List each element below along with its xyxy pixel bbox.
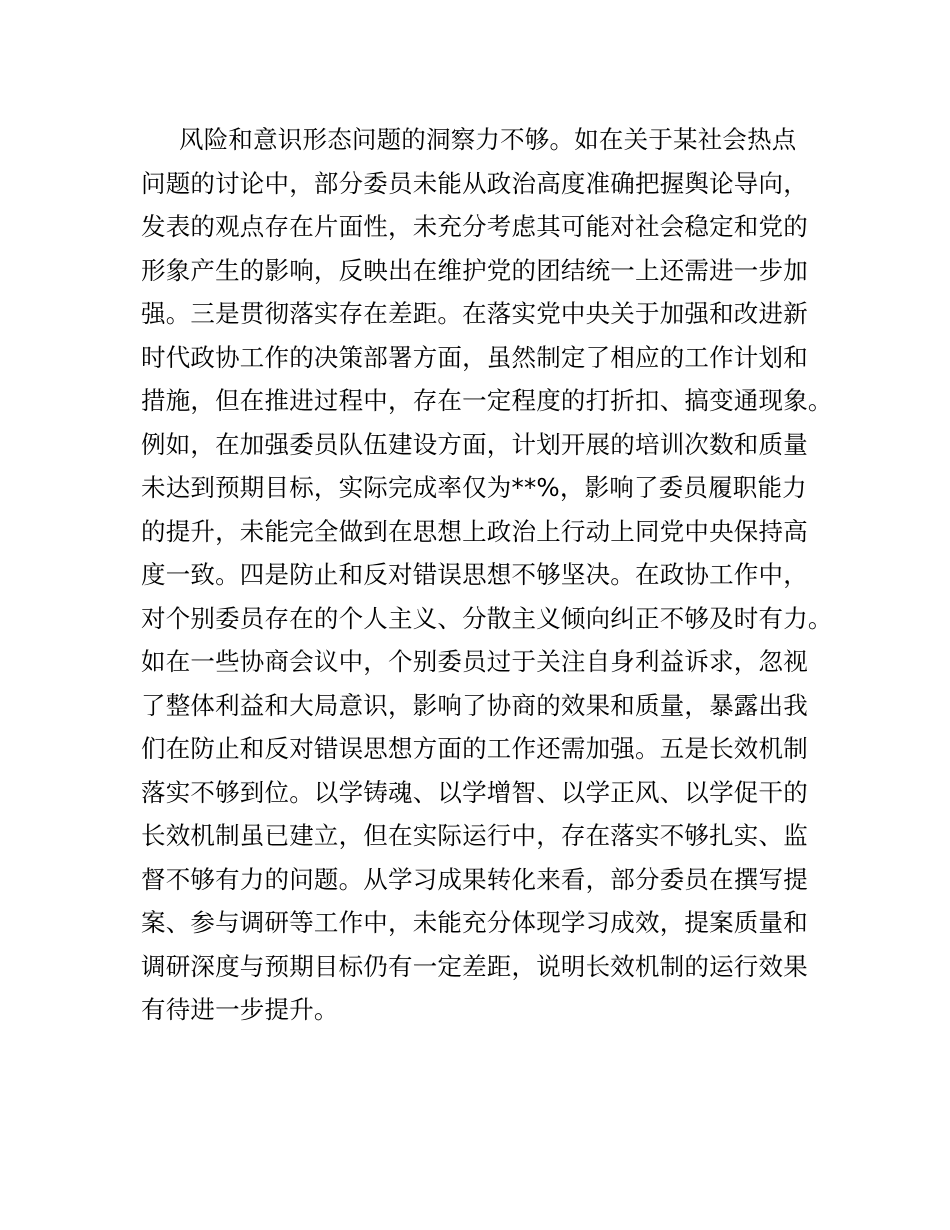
text-line: 的提升，未能完全做到在思想上政治上行动上同党中央保持高: [141, 516, 808, 546]
text-line: 有待进一步提升。: [141, 995, 339, 1024]
text-line: 形象产生的影响，反映出在维护党的团结统一上还需进一步加: [141, 255, 808, 285]
text-line: 对个别委员存在的个人主义、分散主义倾向纠正不够及时有力。: [141, 603, 833, 633]
text-line: 如在一些协商会议中，个别委员过于关注自身利益诉求，忽视: [141, 647, 808, 676]
text-line: 长效机制虽已建立，但在实际运行中，存在落实不够扎实、监: [141, 821, 808, 850]
text-line: 度一致。四是防止和反对错误思想不够坚决。在政协工作中，: [141, 560, 808, 589]
text-line: 时代政协工作的决策部署方面，虽然制定了相应的工作计划和: [141, 342, 808, 372]
text-line: 问题的讨论中，部分委员未能从政治高度准确把握舆论导向，: [141, 168, 808, 198]
body-paragraph: [141, 118, 841, 1032]
text-line: 督不够有力的问题。从学习成果转化来看，部分委员在撰写提: [141, 864, 808, 894]
text-line: 调研深度与预期目标仍有一定差距，说明长效机制的运行效果: [141, 951, 808, 981]
text-line: 例如，在加强委员队伍建设方面，计划开展的培训次数和质量: [141, 429, 808, 459]
text-line: 们在防止和反对错误思想方面的工作还需加强。五是长效机制: [141, 734, 808, 763]
text-line: 了整体利益和大局意识，影响了协商的效果和质量，暴露出我: [141, 690, 808, 720]
text-line: 措施，但在推进过程中，存在一定程度的打折扣、搞变通现象。: [141, 386, 833, 415]
text-line: 案、参与调研等工作中，未能充分体现学习成效，提案质量和: [141, 908, 808, 937]
text-line: 强。三是贯彻落实存在差距。在落实党中央关于加强和改进新: [141, 299, 808, 328]
text-line: 发表的观点存在片面性，未充分考虑其可能对社会稳定和党的: [141, 212, 808, 241]
text-line: 未达到预期目标，实际完成率仅为**%，影响了委员履职能力: [141, 473, 807, 502]
text-line: 落实不够到位。以学铸魂、以学增智、以学正风、以学促干的: [141, 777, 808, 807]
text-line: 风险和意识形态问题的洞察力不够。如在关于某社会热点: [179, 125, 797, 154]
